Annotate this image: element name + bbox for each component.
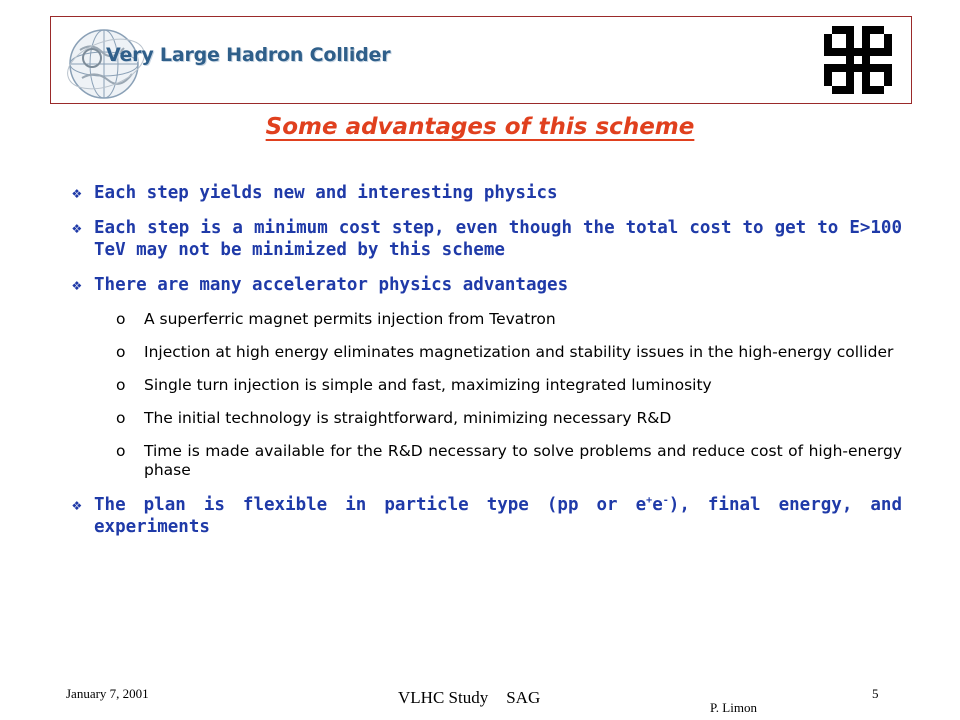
bullet-item — [72, 274, 902, 480]
footer-author: P. Limon — [710, 700, 757, 715]
diamond-bullet-icon: ❖ — [72, 218, 82, 237]
bullet-item — [72, 182, 902, 204]
bullet-text: There are many accelerator physics advantages — [94, 275, 569, 295]
footer-study: VLHC Study — [398, 688, 489, 707]
circle-bullet-icon: o — [116, 409, 126, 427]
bullet-list — [72, 182, 902, 551]
bullet-text: Each step yields new and interesting physics — [94, 183, 558, 203]
sub-bullet-item — [116, 376, 902, 395]
circle-bullet-icon: o — [116, 310, 126, 328]
slide-title-text: Some advantages of this scheme — [265, 114, 695, 140]
circle-bullet-icon: o — [116, 343, 126, 361]
sub-bullet-text: A superferric magnet permits injection from Tevatron — [144, 310, 556, 328]
logo-title: Very Large Hadron Collider — [106, 44, 391, 66]
sub-bullet-item — [116, 310, 902, 329]
sub-bullet-item — [116, 409, 902, 428]
circle-bullet-icon: o — [116, 376, 126, 394]
footer-page-number: 5 — [872, 686, 879, 701]
bullet-item — [72, 217, 902, 261]
sub-bullet-item — [116, 343, 902, 362]
sub-bullet-text: Injection at high energy eliminates magnetization and stability issues in the high-energy collider — [144, 343, 894, 361]
slide-title — [0, 114, 960, 140]
diamond-bullet-icon: ❖ — [72, 275, 82, 294]
diamond-bullet-icon: ❖ — [72, 495, 82, 514]
footer-center — [398, 688, 540, 708]
fermilab-logo-icon — [820, 22, 896, 98]
bullet-text-part: ), final energy, and experiments — [94, 495, 903, 537]
superscript-plus: + — [646, 495, 653, 507]
bullet-text: Each step is a minimum cost step, even though the total cost to get to E>100 TeV may not be minimized by this scheme — [94, 218, 902, 260]
bullet-text-part: e — [652, 495, 663, 515]
sub-bullet-item — [116, 442, 902, 480]
diamond-bullet-icon: ❖ — [72, 183, 82, 202]
footer-date: January 7, 2001 — [66, 686, 149, 701]
sub-bullet-text: Single turn injection is simple and fast, maximizing integrated luminosity — [144, 376, 712, 394]
bullet-text-part: The plan is flexible in particle type (pp or e — [94, 495, 647, 515]
bullet-item — [72, 494, 902, 538]
sub-bullet-list — [94, 310, 902, 480]
footer-sag: SAG — [506, 688, 541, 707]
circle-bullet-icon: o — [116, 442, 126, 460]
sub-bullet-text: Time is made available for the R&D necessary to solve problems and reduce cost of high-energy phase — [144, 442, 902, 479]
superscript-minus: - — [662, 495, 669, 507]
sub-bullet-text: The initial technology is straightforward, minimizing necessary R&D — [144, 409, 672, 427]
